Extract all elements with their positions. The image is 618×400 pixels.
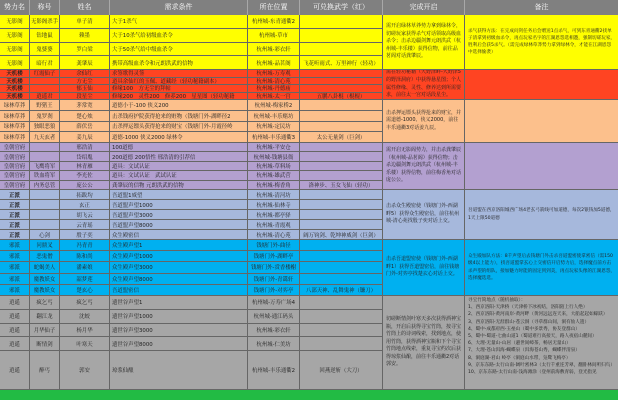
cell-loc[interactable]: 杭州城-青霞观 <box>248 220 300 230</box>
cell-title[interactable]: 恶鬼僧 <box>30 251 60 262</box>
cell-faction[interactable]: 逍遥 <box>0 337 30 351</box>
cell-loc[interactable]: 钱塘门外-湖畔亭 <box>248 251 300 262</box>
cell-name[interactable]: 陈和尚 <box>60 251 110 262</box>
cell-martial[interactable] <box>300 274 383 285</box>
cell-req[interactable]: 击杀押运镖头获得抢来的财宝（钱塘门外-月霞径岭 <box>110 122 248 133</box>
cell-loc[interactable]: 杭州城-清心苑 <box>248 78 300 86</box>
cell-loc[interactable]: 杭州城-通江码头 <box>248 310 300 324</box>
notes-list-title: 寻宝竹筒地点（随机抽取）： <box>468 298 526 303</box>
cell-req[interactable]: 众生殿声望3000 <box>110 262 248 273</box>
cell-req[interactable]: 众生殿密信 <box>110 230 248 240</box>
cell-req[interactable]: 遗世谷声望1 <box>110 296 248 310</box>
cell-loc[interactable]: 杭州城-丹德庙 <box>248 85 300 93</box>
completion-zhengpai[interactable] <box>383 190 465 240</box>
table-row <box>0 43 383 57</box>
cell-req[interactable]: 大于10杀气给初级血杀令 <box>110 29 248 43</box>
cell-title[interactable]: 内务总管 <box>30 181 60 190</box>
table-row <box>0 337 383 351</box>
cell-title[interactable] <box>30 190 60 200</box>
cell-req[interactable]: 吾道盟声望1000 <box>110 200 248 210</box>
cell-martial[interactable]: 太公无量剑（巨剑） <box>300 132 383 143</box>
cell-loc[interactable]: 杭州城-丰乐通衢2 <box>248 351 300 390</box>
cell-loc[interactable]: 杭州城-丰乐通衢3 <box>248 132 300 143</box>
cell-faction[interactable]: 邪派 <box>0 240 30 251</box>
cell-faction[interactable]: 绿林草莽 <box>0 100 30 111</box>
table-row <box>0 15 383 29</box>
table-row <box>0 152 383 161</box>
cell-name[interactable]: 胡飞云 <box>60 210 110 220</box>
cell-martial[interactable]: 飞花听雨式、万里神行（轻功） <box>300 56 383 70</box>
cell-title[interactable]: 红霞仙子 <box>30 70 60 78</box>
table-row <box>0 285 383 296</box>
cell-faction[interactable]: 逍遥 <box>0 324 30 338</box>
cell-title[interactable]: 醉丐 <box>30 351 60 390</box>
table-row <box>0 85 383 93</box>
notes-list-item: 9、京东东路-太行山南-阔叶密林3（太行千重连芳翠，翻卧林间听归鸟） <box>468 362 615 368</box>
table-row <box>0 230 383 240</box>
cell-title[interactable]: 疯乞丐 <box>30 296 60 310</box>
notes-list-item: 4、蜀中-成都府西-玉垒山（蜀中多景秀，协友登群山） <box>468 326 580 332</box>
cell-faction[interactable]: 邪派 <box>0 285 30 296</box>
cell-req[interactable]: 遗世谷声望3000 <box>110 324 248 338</box>
cell-name[interactable]: 林青雁 <box>60 162 110 171</box>
completion-tianjilou[interactable] <box>383 70 465 100</box>
cell-faction[interactable]: 无影阁 <box>0 43 30 57</box>
header-faction[interactable]: 势力名 <box>0 0 30 15</box>
table-row <box>0 132 383 143</box>
cell-name[interactable]: 杨月华 <box>60 324 110 338</box>
cell-req[interactable]: 众生殿声望1000 <box>110 251 248 262</box>
cell-martial[interactable] <box>300 310 383 324</box>
cell-martial[interactable] <box>300 85 383 93</box>
cell-title[interactable] <box>30 200 60 210</box>
cell-martial[interactable] <box>300 152 383 161</box>
cell-req[interactable]: 道德-1000 侠义2000 绿林令 <box>110 132 248 143</box>
cell-title[interactable] <box>30 78 60 86</box>
cell-title[interactable]: 魔教妖女 <box>30 274 60 285</box>
cell-martial[interactable] <box>300 220 383 230</box>
notes-text: 众生殿加队方法：8千声望后去钱塘门外击杀吾道盟密使拿密信（需150级4以上能力），找吾道盟掌玄心上交密信开启势力后，选择魔点前方击杀声望的组队，接加魅力时能的固定到到美，再点玩家头像的江湖恩怨，选择魔选选。 <box>468 254 616 281</box>
table-row <box>0 210 383 220</box>
notes-list-item: 6、大理-无量山-山居（避世间嶂茶，畅居无量山） <box>468 341 571 347</box>
cell-faction[interactable]: 无影阁 <box>0 15 30 29</box>
cell-loc[interactable]: 杭州城-仙林寺 <box>248 200 300 210</box>
header-name[interactable]: 姓名 <box>60 0 110 15</box>
cell-name[interactable]: 茅常宽 <box>60 100 110 111</box>
cell-loc[interactable]: 杭州城-万寿观 <box>248 70 300 78</box>
table-row <box>0 143 383 152</box>
completion-text: 击杀吾道盟密使（钱塘门外-西湖畔1）获得吾道盟密信，前往钱塘门外-对弈亭找楚玄心对话上交。 <box>386 256 460 278</box>
cell-martial[interactable] <box>300 111 383 122</box>
header-requirement[interactable]: 需求条件 <box>110 0 248 15</box>
cell-loc[interactable]: 钱塘门外-赏香楼榭 <box>248 262 300 273</box>
cell-martial[interactable] <box>300 337 383 351</box>
cell-faction[interactable]: 正派 <box>0 220 30 230</box>
cell-req[interactable]: 200道德 200悟性 邢浩清的引荐信 <box>110 152 248 161</box>
cell-martial[interactable] <box>300 324 383 338</box>
cell-loc[interactable]: 杭州城-清心苑 <box>248 230 300 240</box>
notes-xiepai[interactable] <box>465 240 618 296</box>
cell-req[interactable]: 道德小于-100 侠义200 <box>110 100 248 111</box>
cell-req[interactable]: 道具：文试认证 武试认证 <box>110 171 248 180</box>
cell-martial[interactable] <box>300 190 383 200</box>
cell-name[interactable]: 庞公公 <box>60 181 110 190</box>
cell-faction[interactable]: 皇朝官府 <box>0 181 30 190</box>
cell-martial[interactable] <box>300 240 383 251</box>
cell-name[interactable]: 姜九辰 <box>60 132 110 143</box>
cell-name[interactable]: 楚心烛 <box>60 111 110 122</box>
table-row <box>0 310 383 324</box>
cell-name[interactable]: 冯青青 <box>60 240 110 251</box>
cell-title[interactable]: 无影阁杀手 <box>30 15 60 29</box>
cell-title[interactable] <box>30 85 60 93</box>
cell-faction[interactable]: 逍遥 <box>0 351 30 390</box>
cell-loc[interactable]: 杭州城-彩衣轩 <box>248 324 300 338</box>
table-row <box>0 274 383 285</box>
header-martial[interactable]: 可兑换武学（红） <box>300 0 383 15</box>
cell-loc[interactable]: 杭州城-钱塘县衙 <box>248 152 300 161</box>
cell-faction[interactable]: 正派 <box>0 200 30 210</box>
cell-martial[interactable] <box>300 15 383 29</box>
cell-loc[interactable]: 杭州城-万寿广场4 <box>248 296 300 310</box>
cell-faction[interactable]: 皇朝官府 <box>0 143 30 152</box>
cell-title[interactable]: 暗行君 <box>30 56 60 70</box>
notes-list-item: 10、京东东路-太行山南-浅海滩涂（登州前海敷青弱，登光指见 <box>468 370 597 376</box>
cell-loc[interactable]: 杭州城-品茗阁 <box>248 56 300 70</box>
cell-martial[interactable] <box>300 29 383 43</box>
cell-req[interactable]: 吾道盟密信 <box>110 285 248 296</box>
cell-title[interactable]: 断情剑 <box>30 337 60 351</box>
cell-name[interactable]: 疯乞丐 <box>60 296 110 310</box>
cell-req[interactable]: 众生殿声望8000 <box>110 274 248 285</box>
notes-list-item: 7、大理-苍山洱海-蝴蝶泉（洱海苍山秀，蝴蝶伴清泉） <box>468 348 580 354</box>
cell-martial[interactable]: 阔万钧剑、乾坤神威剑（巨剑） <box>300 230 383 240</box>
cell-martial[interactable] <box>300 262 383 273</box>
cell-martial[interactable] <box>300 78 383 86</box>
cell-req[interactable]: 道具余仙红的玉佩、道藏经（轻功秘籍副本） <box>110 78 248 86</box>
notes-wuyingge[interactable] <box>465 15 618 70</box>
header-completion[interactable]: 完成开启 <box>383 0 465 15</box>
cell-loc[interactable]: 杭州城-彩衣轩 <box>248 43 300 57</box>
cell-loc[interactable]: 杭州城-清河坊 <box>248 190 300 200</box>
cell-name[interactable]: 邢浩清 <box>60 143 110 152</box>
cell-name[interactable]: 叶寒天 <box>60 337 110 351</box>
cell-req[interactable]: 携带高级血杀令和元朗洪武的信物 <box>110 56 248 70</box>
notes-huangchao[interactable] <box>465 143 618 190</box>
table-row <box>0 240 383 251</box>
cell-loc[interactable]: 杭州城-平安仓 <box>248 143 300 152</box>
cell-martial[interactable] <box>300 122 383 133</box>
cell-faction[interactable]: 绿林草莽 <box>0 111 30 122</box>
cell-name[interactable]: 韶梦莲 <box>60 274 110 285</box>
cell-req[interactable]: 众生殿声望1 <box>110 240 248 251</box>
table-row <box>0 251 383 262</box>
cell-title[interactable]: 铁血将军 <box>30 171 60 180</box>
cell-loc[interactable]: 杭州城-东青通衢2 <box>248 15 300 29</box>
notes-list-item: 8、洞庭湖-君山 岭亭（洞庭山水带，凫鹭飞梅亭） <box>468 355 571 361</box>
cell-req[interactable]: 击杀钱府护院获得抢来的赃物（钱塘门外-湖畔径2 <box>110 111 248 122</box>
cell-faction[interactable]: 正派 <box>0 230 30 240</box>
cell-martial[interactable] <box>300 143 383 152</box>
notes-list-item: 5、蜀中-蜀道-七曲山道1（蜀道难行高接天，路人夜宿山麓间） <box>468 334 597 340</box>
header-row <box>0 0 618 15</box>
completion-huangchao[interactable] <box>383 143 465 190</box>
cell-faction[interactable]: 天机楼 <box>0 70 30 78</box>
cell-loc[interactable]: 杭州城-梅香角 <box>248 181 300 190</box>
cell-loc[interactable]: 杭州城-梅家桥2 <box>248 100 300 111</box>
table-row <box>0 56 383 70</box>
header-title[interactable]: 称号 <box>30 0 60 15</box>
notes-list-item: 2、西京洛阳-黄河南岸-黄河畔（黄河远远连天来，大船起起如鲸跃） <box>468 312 608 318</box>
cell-martial[interactable] <box>300 70 383 78</box>
cell-faction[interactable]: 皇朝官府 <box>0 171 30 180</box>
cell-title[interactable]: 飞鹰将军 <box>30 162 60 171</box>
cell-martial[interactable] <box>300 210 383 220</box>
cell-title[interactable]: 野猪王 <box>30 100 60 111</box>
completion-xiepai[interactable] <box>383 240 465 296</box>
cell-loc[interactable]: 杭州城-草料场 <box>248 162 300 171</box>
table-row <box>0 220 383 230</box>
completion-text: 切磋断情剑叶寒天多次获得酒神宝瓶，开启后获得寻宝竹筒，按寻宝竹筒上的诗词线索，找到地点，使用竹筒，获得酒神宝瓶和下个寻宝竹筒地点线索，重复寻宝约次后获得琼浆仙酿，前往丰乐通衢2对话郭安。 <box>386 315 462 368</box>
cell-loc[interactable]: 杭州城-草市 <box>248 29 300 43</box>
cell-martial[interactable] <box>300 251 383 262</box>
cell-req[interactable]: 修缘100 方无尘的拜帖 <box>110 85 248 93</box>
cell-title[interactable] <box>30 143 60 152</box>
cell-name[interactable]: 余仙红 <box>60 70 110 78</box>
cell-name[interactable]: 沈蛟 <box>60 310 110 324</box>
cell-req[interactable]: 求签歌得灵签 <box>110 70 248 78</box>
cell-faction[interactable]: 正派 <box>0 190 30 200</box>
header-notes[interactable]: 备注 <box>534 3 549 11</box>
cell-martial[interactable] <box>300 200 383 210</box>
table-row <box>0 29 383 43</box>
cell-martial[interactable]: 五鹏八卦棍（棍棍） <box>300 93 383 101</box>
cell-name[interactable]: 岱绍胤 <box>60 152 110 161</box>
completion-text: 击杀众生殿密使（钱塘门外-西湖畔5）获得众生殿密信，前往杭州城-清心苑找殷子奕对话上交。 <box>386 203 460 225</box>
cell-name[interactable]: 楚玄心 <box>60 285 110 296</box>
cell-name[interactable]: 潘素娘 <box>60 262 110 273</box>
header-location[interactable]: 所在位置 <box>248 0 300 15</box>
cell-faction[interactable]: 皇朝官府 <box>0 152 30 161</box>
cell-faction[interactable]: 天机楼 <box>0 78 30 86</box>
completion-text: 需在轻功秘籍（大野泽畔-大野泽5的野泽洞府）中获得悬星图；个人属性修缘、灵性、修养达到所需要求，前往太一宫对话段星尘。 <box>386 70 462 99</box>
cell-faction[interactable]: 邪派 <box>0 274 30 285</box>
notes-list-item: 3、西京洛阳-无涯群山-苍云洞（寻草群山间，洞有仙人遗） <box>468 319 590 325</box>
cell-faction[interactable]: 绿林草莽 <box>0 122 30 133</box>
cell-title[interactable]: 月华仙子 <box>30 324 60 338</box>
cell-loc[interactable]: 杭州城-仁美坊 <box>248 337 300 351</box>
cell-martial[interactable]: 回燕逆斩（大刀） <box>300 351 383 390</box>
cell-faction[interactable]: 无影阁 <box>0 56 30 70</box>
cell-req[interactable]: 吾道盟1威望 <box>110 190 248 200</box>
cell-name[interactable]: 单子清 <box>60 15 110 29</box>
cell-name[interactable]: 赖墨 <box>60 29 110 43</box>
table-row <box>0 200 383 210</box>
cell-req[interactable]: 遗世谷声望1000 <box>110 310 248 324</box>
cell-loc[interactable]: 杭州城-都亭驿 <box>248 210 300 220</box>
cell-title[interactable]: 独眼恶狼 <box>30 122 60 133</box>
cell-title[interactable] <box>30 220 60 230</box>
cell-name[interactable]: 拓跋均 <box>60 190 110 200</box>
table-row <box>0 171 383 180</box>
cell-title[interactable]: 鬼罗刹 <box>30 111 60 122</box>
cell-req[interactable]: 100道德 <box>110 143 248 152</box>
cell-faction[interactable]: 天机楼 <box>0 93 30 101</box>
cell-title[interactable]: 心剑 <box>30 230 60 240</box>
cell-martial[interactable] <box>300 162 383 171</box>
cell-loc[interactable]: 杭州城-太一宫 <box>248 93 300 101</box>
table-row <box>0 351 383 390</box>
cell-martial[interactable]: 八部天神、乱舞鬼神（镰刀） <box>300 285 383 296</box>
cell-req[interactable]: 龚肇辰的信物 元朗洪武的信物 <box>110 181 248 190</box>
cell-loc[interactable]: 杭州城-雄武营 <box>248 171 300 180</box>
cell-loc[interactable]: 杭州城-丰乐赌坊 <box>248 111 300 122</box>
cell-name[interactable]: 郭安 <box>60 351 110 390</box>
cell-name[interactable]: 薛伏岳 <box>60 122 110 133</box>
table-row <box>0 111 383 122</box>
cell-loc[interactable]: 钱塘门外-曲径 <box>248 240 300 251</box>
table-row <box>0 296 383 310</box>
completion-xiaoyao[interactable] <box>383 296 465 390</box>
cell-faction[interactable]: 邪派 <box>0 251 30 262</box>
cell-title[interactable]: 逍遥君 <box>30 93 60 101</box>
table-row <box>0 181 383 190</box>
table-row <box>0 122 383 133</box>
cell-faction[interactable]: 逍遥 <box>0 296 30 310</box>
cell-name[interactable]: 殷子奕 <box>60 230 110 240</box>
notes-text: 杀气获得方法：在完成问剑任务后会赠送1点杀气，可到东青通衢2找单子清拿到初级血杀令，再点玩家名字的江湖恩怨选相邀，强制切磋玩家，胜利后会获5杀气。（需完成绿林草莽势力拿到绿林令，才能在江湖恩怨中选择偷袭） <box>468 28 616 56</box>
cell-loc[interactable]: 杭州城-定民坊 <box>248 122 300 133</box>
table-row <box>0 324 383 338</box>
notes-tianjilou[interactable] <box>465 70 618 100</box>
cell-name[interactable]: 李光佐 <box>60 171 110 180</box>
cell-name[interactable]: 郁玉仙 <box>60 85 110 93</box>
cell-title[interactable]: 九天玄者 <box>30 132 60 143</box>
cell-title[interactable] <box>30 210 60 220</box>
table-row <box>0 262 383 273</box>
cell-name[interactable]: 段星尘 <box>60 93 110 101</box>
cell-title[interactable]: 问鼎叉 <box>30 240 60 251</box>
cell-title[interactable]: 钻地鼠 <box>30 29 60 43</box>
cell-faction[interactable]: 逍遥 <box>0 310 30 324</box>
cell-title[interactable] <box>30 152 60 161</box>
cell-title[interactable]: 翻江龙 <box>30 310 60 324</box>
cell-name[interactable]: 罗白梁 <box>60 43 110 57</box>
table-row <box>0 162 383 171</box>
cell-faction[interactable]: 邪派 <box>0 262 30 273</box>
cell-req[interactable]: 琼浆仙酿 <box>110 351 248 390</box>
cell-martial[interactable] <box>300 100 383 111</box>
table-row <box>0 70 383 78</box>
notes-zhengpai[interactable] <box>465 190 618 240</box>
cell-req[interactable]: 道具：文试认证 <box>110 162 248 171</box>
cell-martial[interactable] <box>300 171 383 180</box>
notes-xiaoyao[interactable] <box>465 296 618 390</box>
cell-title[interactable]: 鬼婆婆 <box>30 43 60 57</box>
cell-martial[interactable] <box>300 43 383 57</box>
cell-req[interactable]: 修缘200 灵性200 修养200 星星图（轻功秘籍 <box>110 93 248 101</box>
completion-lvlin[interactable] <box>383 100 465 143</box>
cell-martial[interactable] <box>300 296 383 310</box>
cell-req[interactable]: 吾道盟声望3000 <box>110 210 248 220</box>
cell-faction[interactable]: 无影阁 <box>0 29 30 43</box>
table-row <box>0 190 383 200</box>
cell-faction[interactable]: 天机楼 <box>0 85 30 93</box>
cell-name[interactable]: 玄正 <box>60 200 110 210</box>
table-row <box>0 78 383 86</box>
table-row <box>0 93 383 101</box>
next-row-partial <box>0 390 618 400</box>
completion-text: 需开启无影阁势力，并击杀龚肇辰（杭州城-品茗阁）获得信物；击杀边疆剑舞元朗洪武（杭州城-丰乐楼）获得信物，前往梅香角对话庞公公。 <box>386 147 462 184</box>
cell-title[interactable]: 蛇蝎美人 <box>30 262 60 273</box>
cell-faction[interactable]: 皇朝官府 <box>0 162 30 171</box>
cell-faction[interactable]: 绿林草莽 <box>0 132 30 143</box>
cell-req[interactable]: 吾道盟声望8000 <box>110 220 248 230</box>
completion-wuyingge[interactable] <box>383 15 465 70</box>
cell-req[interactable]: 大于1杀气 <box>110 15 248 29</box>
cell-name[interactable]: 龚肇辰 <box>60 56 110 70</box>
cell-loc[interactable]: 钱塘门外-对弈亭 <box>248 285 300 296</box>
cell-martial[interactable]: 洛神步、玉女飞仙（轻功） <box>300 181 383 190</box>
cell-title[interactable]: 魔教妖女 <box>30 285 60 296</box>
table-row <box>0 100 383 111</box>
completion-text: 需开启绿林草莽势力拿到绿林令，切磋玩家获得杀气对话领取高级血杀令；击杀边疆剑舞元朗洪武（杭州城-丰乐楼）获得信物，前往品茗阁对话龚肇辰。 <box>386 23 462 60</box>
notes-lvlin[interactable] <box>465 100 618 143</box>
cell-loc[interactable]: 钱塘门外-青霭轩 <box>248 274 300 285</box>
notes-list-item: 1、西京洛阳-天津桥（天津桥下冰初结，洛阳陌上行人绝） <box>468 305 588 311</box>
cell-req[interactable]: 遗世谷声望8000 <box>110 337 248 351</box>
cell-faction[interactable]: 正派 <box>0 210 30 220</box>
cell-name[interactable]: 方无尘 <box>60 78 110 86</box>
cell-req[interactable]: 大于50杀气给中级血杀令 <box>110 43 248 57</box>
completion-text: 击杀押运镖头获得抢来的财宝，并需道德-1000、侠义2000，前往丰乐通衢3对话姜九辰。 <box>386 109 462 131</box>
notes-text: 吾道盟在西京洛阳城西广场4老玄弓箭线可加道德，每次2银钱加5道德，1天上限50道德 <box>468 208 615 221</box>
cell-name[interactable]: 云青瑶 <box>60 220 110 230</box>
